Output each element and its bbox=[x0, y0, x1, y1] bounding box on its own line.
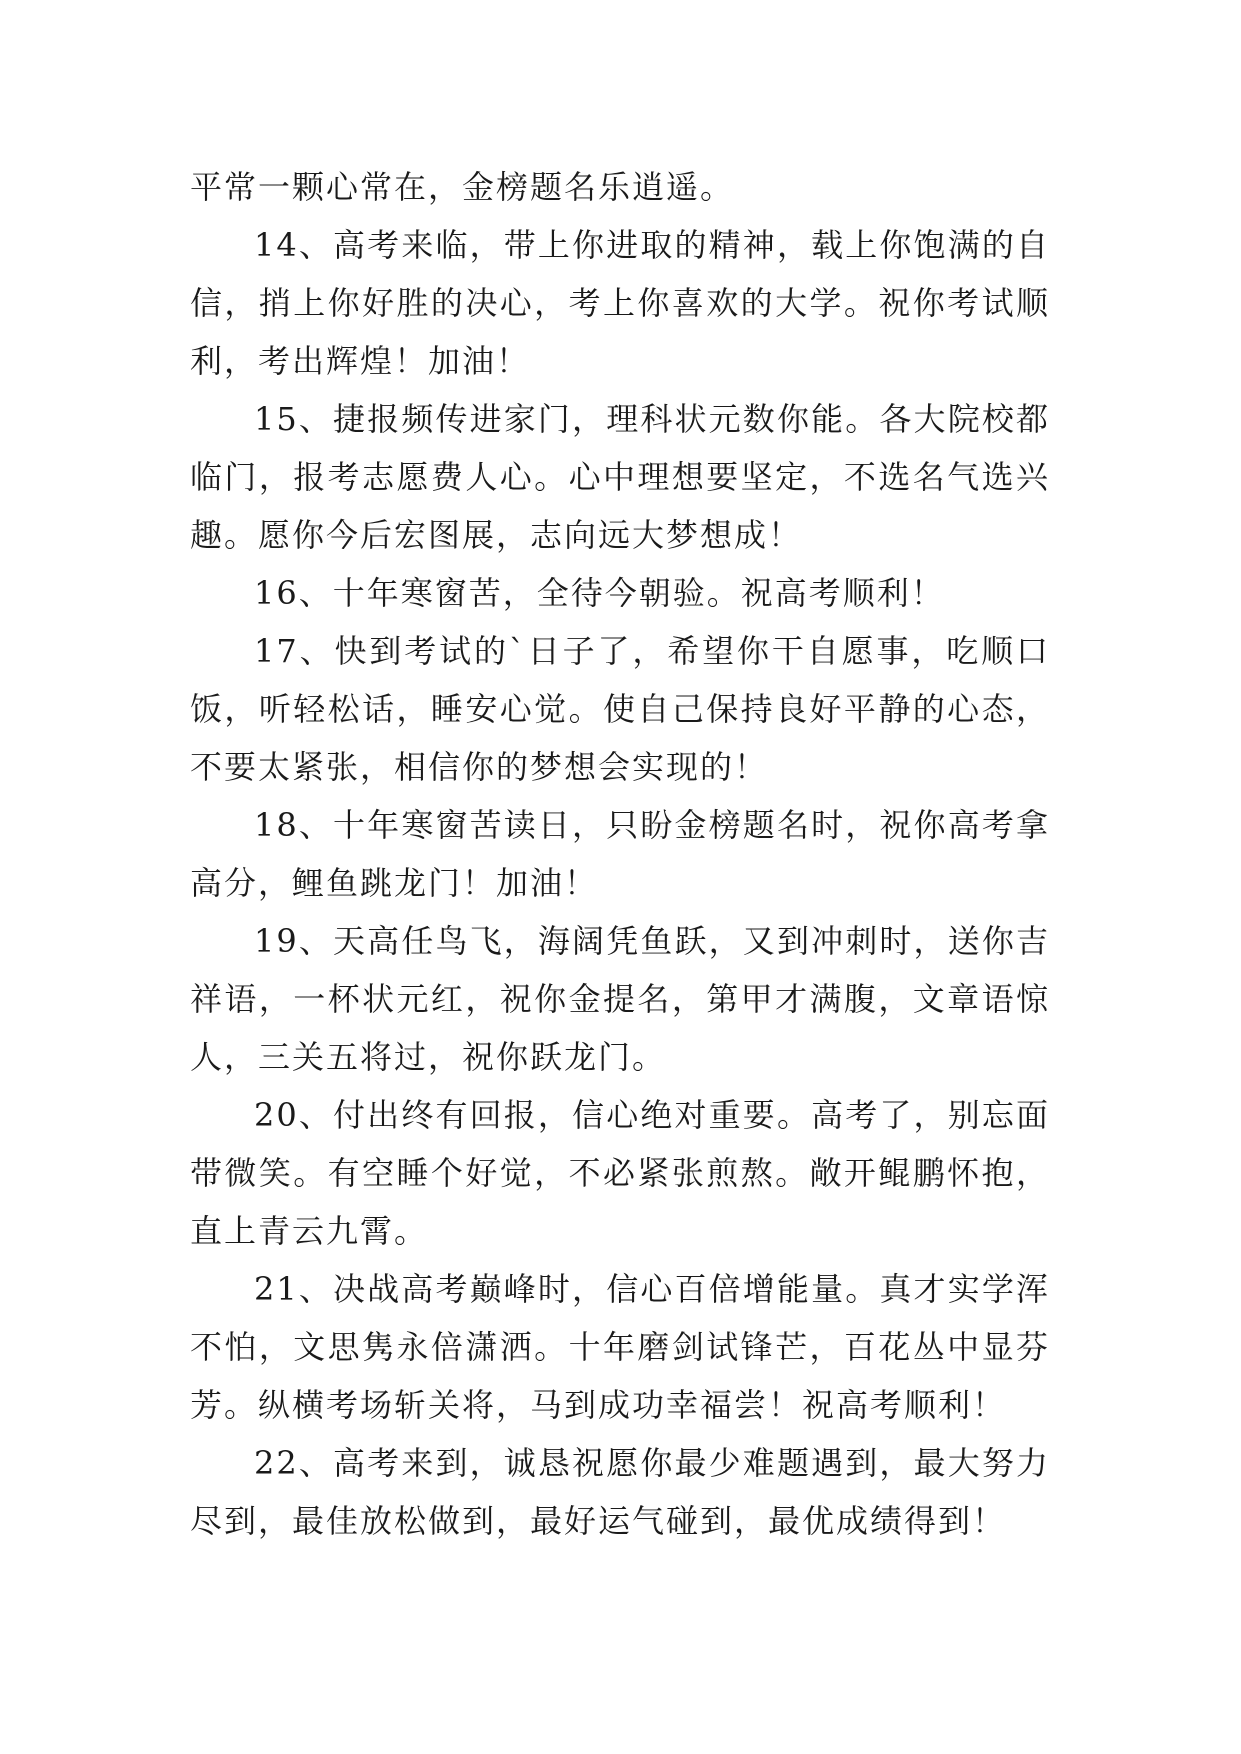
paragraph-22: 22、高考来到，诚恳祝愿你最少难题遇到，最大努力尽到，最佳放松做到，最好运气碰到，最优成绩得到！ bbox=[190, 1444, 1050, 1540]
paragraph-19: 19、天高任鸟飞，海阔凭鱼跃，又到冲刺时，送你吉祥语，一杯状元红，祝你金提名，第甲才满腹，文章语惊人，三关五将过，祝你跃龙门。 bbox=[190, 922, 1050, 1076]
paragraph-20: 20、付出终有回报，信心绝对重要。高考了，别忘面带微笑。有空睡个好觉，不必紧张煎熬。敞开鲲鹏怀抱，直上青云九霄。 bbox=[190, 1096, 1050, 1250]
paragraph-14: 14、高考来临，带上你进取的精神，载上你饱满的自信，捎上你好胜的决心，考上你喜欢的大学。祝你考试顺利，考出辉煌！加油！ bbox=[190, 226, 1050, 380]
paragraph-16: 16、十年寒窗苦，全待今朝验。祝高考顺利！ bbox=[254, 574, 945, 612]
paragraph-15: 15、捷报频传进家门，理科状元数你能。各大院校都临门，报考志愿费人心。心中理想要坚定，不选名气选兴趣。愿你今后宏图展，志向远大梦想成！ bbox=[190, 400, 1050, 554]
paragraph-21: 21、决战高考巅峰时，信心百倍增能量。真才实学浑不怕，文思隽永倍潇洒。十年磨剑试锋芒，百花丛中显芬芳。纵横考场斩关将，马到成功幸福尝！祝高考顺利！ bbox=[190, 1270, 1050, 1424]
document-body bbox=[190, 158, 1050, 1550]
paragraph-continuation: 平常一颗心常在，金榜题名乐逍遥。 bbox=[190, 168, 735, 206]
paragraph-18: 18、十年寒窗苦读日，只盼金榜题名时，祝你高考拿高分，鲤鱼跳龙门！加油！ bbox=[190, 806, 1050, 902]
paragraph-17: 17、快到考试的`日子了，希望你干自愿事，吃顺口饭，听轻松话，睡安心觉。使自己保持良好平静的心态，不要太紧张，相信你的梦想会实现的！ bbox=[190, 632, 1050, 786]
